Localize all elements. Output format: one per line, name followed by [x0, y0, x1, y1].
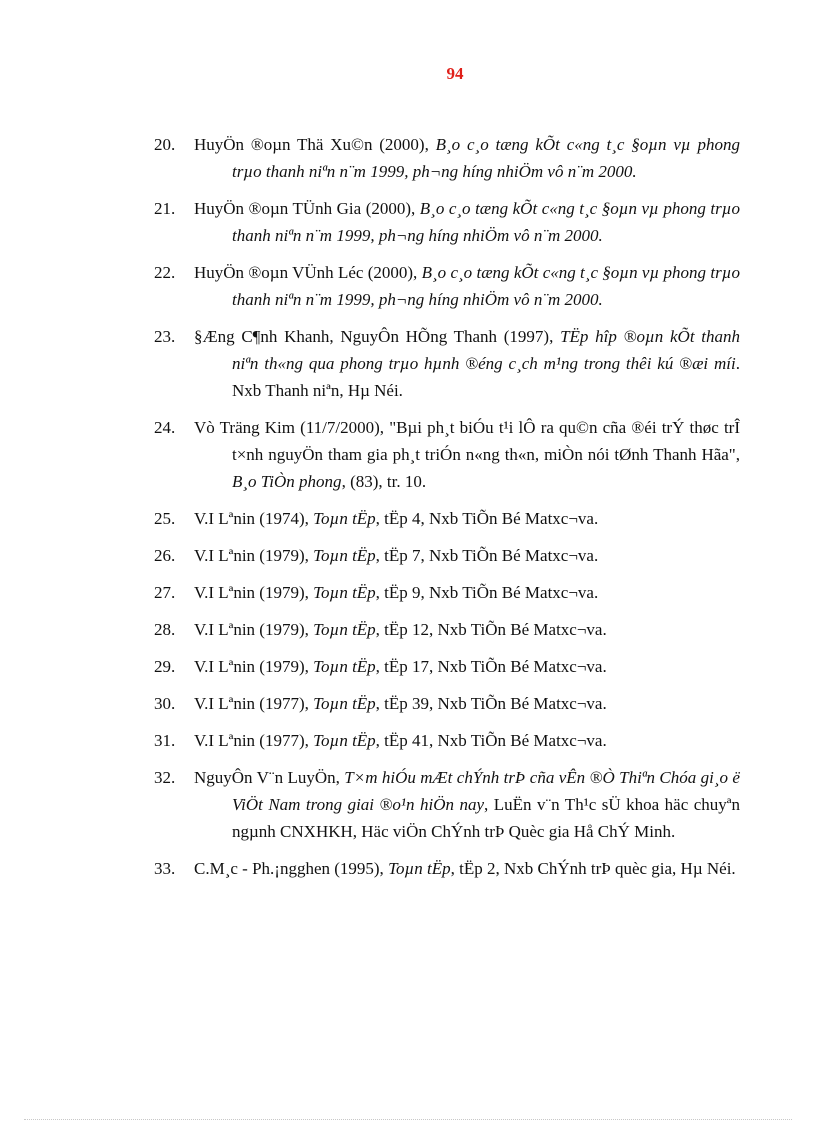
reference-details: , (83), tr. 10. [341, 472, 427, 491]
reference-item [154, 727, 740, 754]
reference-text [194, 764, 740, 845]
reference-author: V.I Lªnin (1977), [194, 694, 314, 713]
reference-title: B¸o TiÒn phong [232, 472, 342, 491]
reference-text [194, 414, 740, 495]
reference-text [194, 579, 740, 606]
reference-number: 30. [154, 694, 176, 713]
reference-item [154, 542, 740, 569]
reference-item [154, 195, 740, 249]
reference-number: 20. [154, 135, 176, 154]
reference-title: Toµn tËp [313, 731, 376, 750]
reference-item [154, 690, 740, 717]
reference-list [154, 131, 740, 892]
reference-author: V.I Lªnin (1979), [194, 620, 314, 639]
reference-text [194, 690, 740, 717]
reference-details: , tËp 39, Nxb TiÕn Bé Matxc¬va. [375, 694, 607, 713]
reference-title: Toµn tËp [313, 509, 376, 528]
reference-number: 21. [154, 199, 176, 218]
reference-title: TËp hîp ®oµn kÕt thanh niªn th«ng qua phong trµo hµnh ®éng c¸ch m¹ng trong thêi kú ®æi míi [232, 327, 740, 373]
reference-title: Toµn tËp [313, 546, 376, 565]
reference-text [194, 653, 740, 680]
reference-number: 33. [154, 859, 176, 878]
reference-item [154, 131, 740, 185]
reference-item [154, 259, 740, 313]
reference-author: C.M¸c - Ph.¡ngghen (1995), [194, 859, 389, 878]
reference-title: Toµn tËp [313, 694, 376, 713]
reference-item [154, 323, 740, 404]
reference-title: Toµn tËp [313, 583, 376, 602]
reference-details: , tËp 41, Nxb TiÕn Bé Matxc¬va. [375, 731, 607, 750]
reference-title: T×m hiÓu mÆt chÝnh trÞ cña vÊn ®Ò Thiªn Chóa gi¸o ë ViÖt Nam trong giai ®o¹n hiÖn nay [232, 768, 740, 814]
reference-author: V.I Lªnin (1974), [194, 509, 314, 528]
reference-number: 24. [154, 418, 176, 437]
reference-number: 32. [154, 768, 176, 787]
reference-text [194, 542, 740, 569]
reference-number: 31. [154, 731, 176, 750]
reference-number: 26. [154, 546, 176, 565]
reference-title: B¸o c¸o tæng kÕt c«ng t¸c §oµn vµ phong trµo thanh niªn n¨m 1999, ph¬ng híng nhiÖm vô n¨m 2000. [232, 135, 740, 181]
reference-author: §Æng C¶nh Khanh, NguyÔn HÕng Thanh (1997), [194, 327, 561, 346]
reference-number: 22. [154, 263, 176, 282]
reference-text [194, 259, 740, 313]
reference-text [194, 323, 740, 404]
reference-author: HuyÖn ®oµn VÜnh Léc (2000), [194, 263, 422, 282]
reference-number: 29. [154, 657, 176, 676]
page-bottom-divider [24, 1119, 792, 1120]
reference-item [154, 505, 740, 532]
reference-details: , tËp 12, Nxb TiÕn Bé Matxc¬va. [375, 620, 607, 639]
reference-title: Toµn tËp [388, 859, 451, 878]
reference-author: V.I Lªnin (1979), [194, 657, 314, 676]
reference-details: , tËp 2, Nxb ChÝnh trÞ quèc gia, Hµ Néi. [450, 859, 736, 878]
reference-title: B¸o c¸o tæng kÕt c«ng t¸c §oµn vµ phong trµo thanh niªn n¨m 1999, ph¬ng híng nhiÖm vô n¨m 2000. [232, 199, 740, 245]
reference-number: 28. [154, 620, 176, 639]
reference-title: Toµn tËp [313, 620, 376, 639]
reference-title: B¸o c¸o tæng kÕt c«ng t¸c §oµn vµ phong trµo thanh niªn n¨m 1999, ph¬ng híng nhiÖm vô n¨m 2000. [232, 263, 740, 309]
reference-author: HuyÖn ®oµn TÜnh Gia (2000), [194, 199, 420, 218]
reference-item [154, 414, 740, 495]
reference-author: V.I Lªnin (1979), [194, 546, 314, 565]
reference-author: NguyÔn V¨n LuyÖn, [194, 768, 345, 787]
reference-item [154, 855, 740, 882]
reference-item [154, 579, 740, 606]
reference-number: 27. [154, 583, 176, 602]
reference-title: Toµn tËp [313, 657, 376, 676]
reference-number: 23. [154, 327, 176, 346]
reference-text [194, 727, 740, 754]
reference-item [154, 616, 740, 643]
reference-text [194, 195, 740, 249]
reference-text [194, 616, 740, 643]
reference-details: , tËp 7, Nxb TiÕn Bé Matxc¬va. [375, 546, 599, 565]
reference-details: , LuËn v¨n Th¹c sÜ khoa häc chuyªn ngµnh CNXHKH, Häc viÖn ChÝnh trÞ Quèc gia Hå ChÝ Minh. [232, 795, 740, 841]
reference-details: , tËp 4, Nxb TiÕn Bé Matxc¬va. [375, 509, 599, 528]
reference-item [154, 653, 740, 680]
reference-details: . Nxb Thanh niªn, Hµ Néi. [232, 354, 740, 400]
reference-author: Vò Träng Kim (11/7/2000), "Bµi ph¸t biÓu t¹i lÔ ra qu©n cña ®éi trÝ thøc trÎ t×nh nguyÖn tham gia ph¸t triÓn n«ng th«n, miÒn nói tØnh Thanh Hãa", [194, 418, 740, 464]
reference-item [154, 764, 740, 845]
reference-number: 25. [154, 509, 176, 528]
reference-text [194, 131, 740, 185]
reference-text [194, 505, 740, 532]
page-number: 94 [446, 64, 464, 83]
reference-author: V.I Lªnin (1977), [194, 731, 314, 750]
reference-details: , tËp 17, Nxb TiÕn Bé Matxc¬va. [375, 657, 607, 676]
reference-details: , tËp 9, Nxb TiÕn Bé Matxc¬va. [375, 583, 599, 602]
reference-text [194, 855, 740, 882]
reference-author: V.I Lªnin (1979), [194, 583, 314, 602]
reference-author: HuyÖn ®oµn Thä Xu©n (2000), [194, 135, 436, 154]
